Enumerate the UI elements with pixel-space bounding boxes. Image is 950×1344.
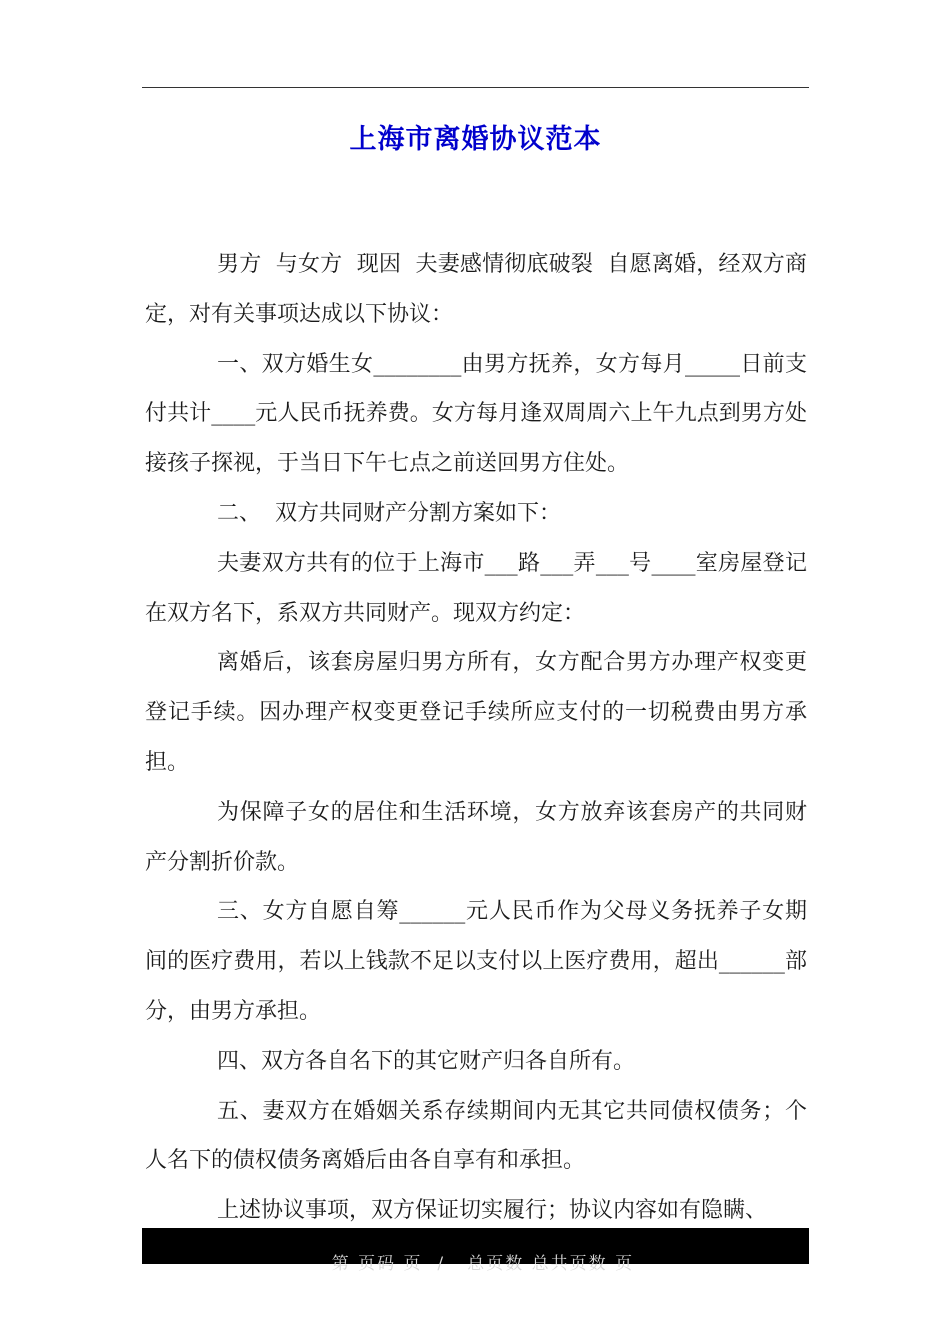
paragraph-property-ownership: 离婚后，该套房屋归男方所有，女方配合男方办理产权变更登记手续。因办理产权变更登记手续所应支付的一切税费由男方承担。 [145,650,807,775]
document-body [145,240,807,1225]
paragraph-clause-4: 四、双方各自名下的其它财产归各自所有。 [217,1048,636,1074]
footer-page-number: 第 页码 页 / 总页数 总共页数 页 [331,1254,635,1274]
paragraph-property-description: 夫妻双方共有的位于上海市___路___弄___号____室房屋登记在双方名下，系双方共同财产。现双方约定： [145,550,807,626]
paragraph-property-waiver: 为保障子女的居住和生活环境，女方放弃该套房产的共同财产分割折价款。 [145,799,807,875]
paragraph-clause-5: 五、妻双方在婚姻关系存续期间内无其它共同债权债务；个人名下的债权债务离婚后由各自享有和承担。 [145,1098,807,1174]
header-rule [142,87,809,88]
paragraph-clause-3: 三、女方自愿自筹______元人民币作为父母义务抚养子女期间的医疗费用，若以上钱款不足以支付以上医疗费用，超出______部分，由男方承担。 [145,899,807,1024]
paragraph-intro: 男方 与女方 现因 夫妻感情彻底破裂 自愿离婚，经双方商定，对有关事项达成以下协议： [145,252,807,327]
paragraph-clause-1: 一、双方婚生女________由男方抚养，女方每月_____日前支付共计____元人民币抚养费。女方每月逢双周周六上午九点到男方处接孩子探视，于当日下午七点之前送回男方住处。 [145,351,807,477]
paragraph-closing: 上述协议事项，双方保证切实履行；协议内容如有隐瞒、 [217,1198,768,1224]
paragraph-clause-2-heading: 二、 双方共同财产分割方案如下： [217,500,561,526]
page-footer [142,1228,809,1274]
document-title: 上海市离婚协议范本 [349,124,602,155]
